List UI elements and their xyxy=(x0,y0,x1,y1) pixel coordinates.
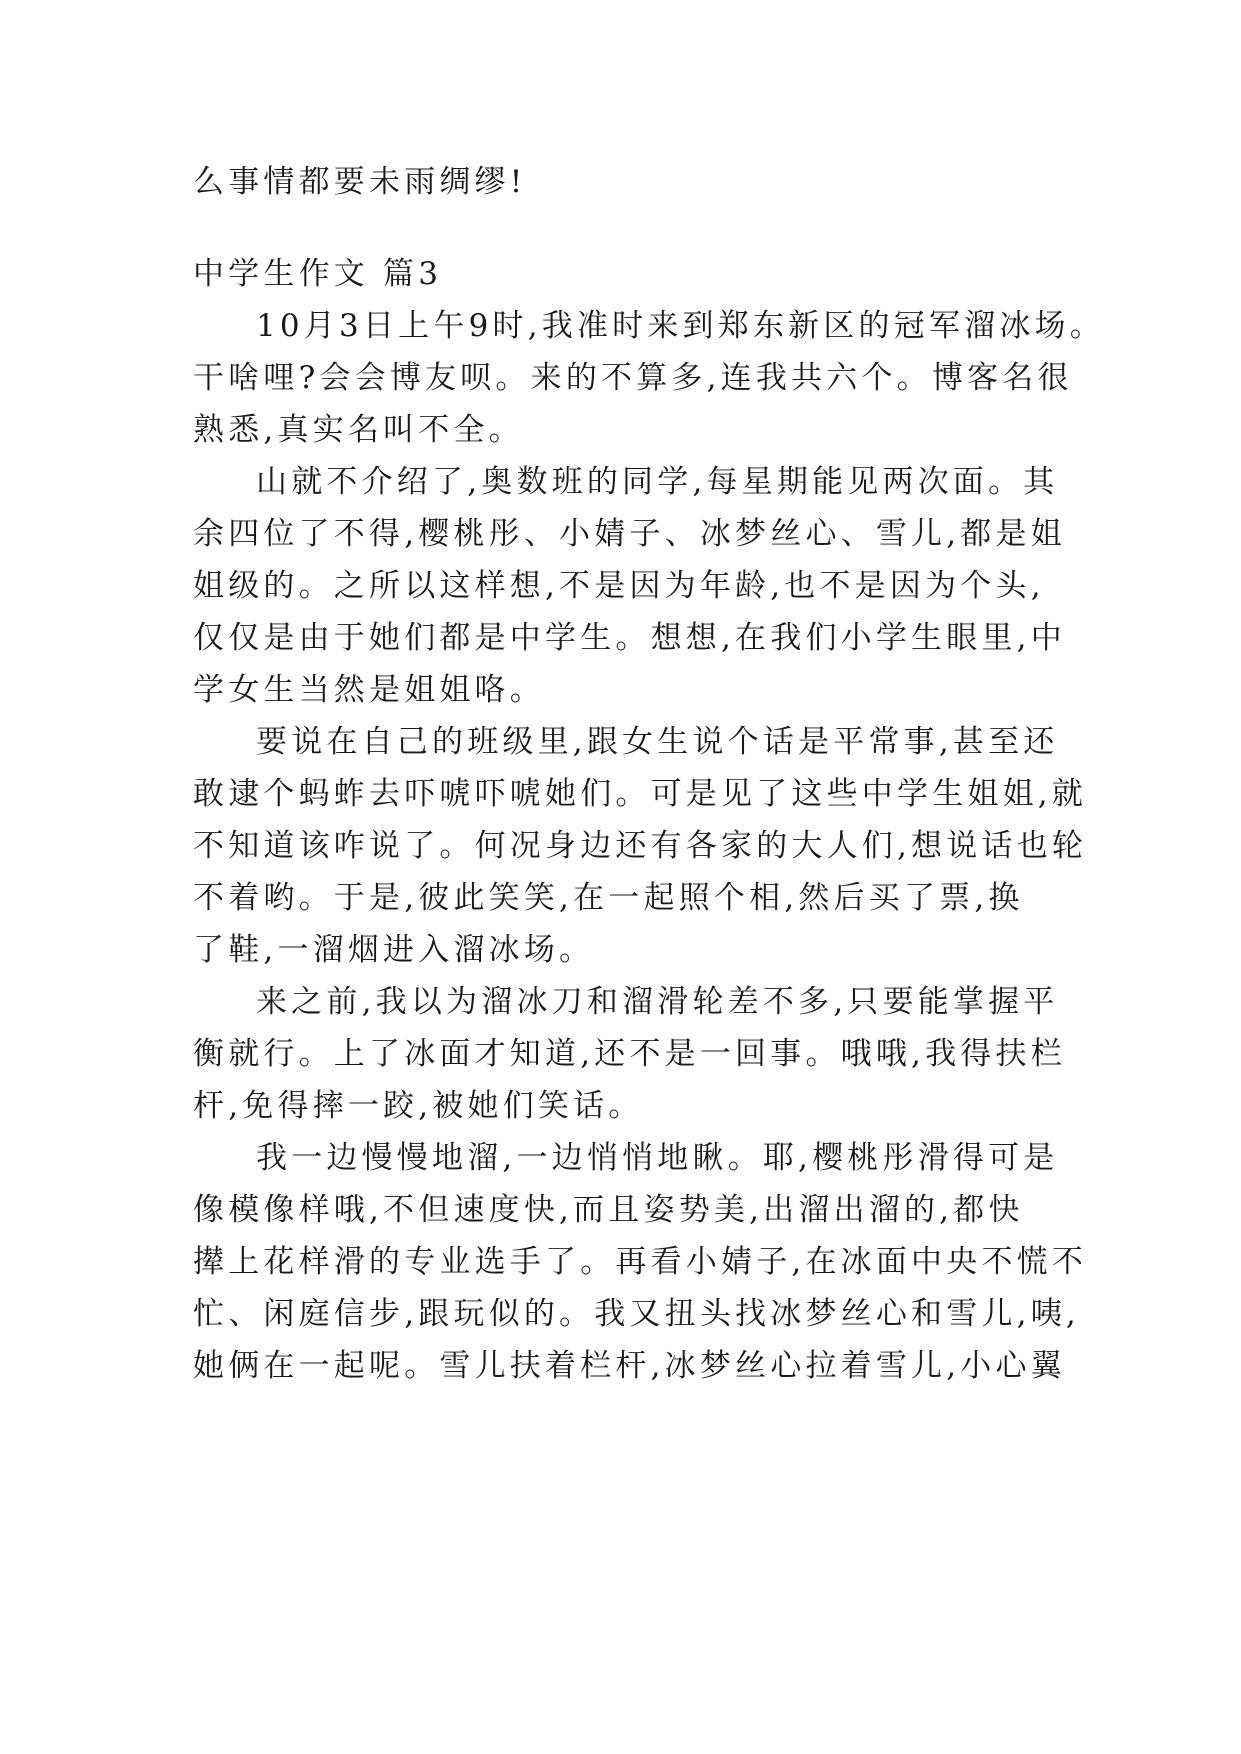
paragraph-line: 仅仅是由于她们都是中学生。想想,在我们小学生眼里,中 xyxy=(193,620,1066,656)
opening-line: 么事情都要未雨绸缪! xyxy=(193,164,527,200)
paragraph-line: 不知道该咋说了。何况身边还有各家的大人们,想说话也轮 xyxy=(193,828,1088,864)
paragraph-line: 忙、闲庭信步,跟玩似的。我又扭头找冰梦丝心和雪儿,咦, xyxy=(193,1296,1080,1332)
paragraph-line: 了鞋,一溜烟进入溜冰场。 xyxy=(193,932,595,968)
paragraph-line: 10月3日上午9时,我准时来到郑东新区的冠军溜冰场。 xyxy=(256,308,1105,344)
paragraph-line: 学女生当然是姐姐咯。 xyxy=(193,672,545,708)
paragraph-line: 姐级的。之所以这样想,不是因为年龄,也不是因为个头, xyxy=(193,568,1045,604)
paragraph-line: 山就不介绍了,奥数班的同学,每星期能见两次面。其 xyxy=(256,464,1059,500)
paragraph-line: 来之前,我以为溜冰刀和溜滑轮差不多,只要能掌握平 xyxy=(256,984,1059,1020)
paragraph-line: 干啥哩?会会博友呗。来的不算多,连我共六个。博客名很 xyxy=(193,360,1073,396)
paragraph-line: 她俩在一起呢。雪儿扶着栏杆,冰梦丝心拉着雪儿,小心翼 xyxy=(193,1348,1066,1384)
paragraph-line: 要说在自己的班级里,跟女生说个话是平常事,甚至还 xyxy=(256,724,1059,760)
paragraph-line: 撵上花样滑的专业选手了。再看小婧子,在冰面中央不慌不 xyxy=(193,1244,1088,1280)
paragraph-line: 熟悉,真实名叫不全。 xyxy=(193,412,524,448)
paragraph-line: 不着哟。于是,彼此笑笑,在一起照个相,然后买了票,换 xyxy=(193,880,1024,916)
paragraph-line: 我一边慢慢地溜,一边悄悄地瞅。耶,樱桃彤滑得可是 xyxy=(256,1140,1059,1176)
section-title: 中学生作文 篇3 xyxy=(193,256,443,292)
paragraph-line: 敢逮个蚂蚱去吓唬吓唬她们。可是见了这些中学生姐姐,就 xyxy=(193,776,1088,812)
paragraph-line: 杆,免得摔一跤,被她们笑话。 xyxy=(193,1088,644,1124)
paragraph-line: 衡就行。上了冰面才知道,还不是一回事。哦哦,我得扶栏 xyxy=(193,1036,1066,1072)
paragraph-line: 像模像样哦,不但速度快,而且姿势美,出溜出溜的,都快 xyxy=(193,1192,1024,1228)
paragraph-line: 余四位了不得,樱桃彤、小婧子、冰梦丝心、雪儿,都是姐 xyxy=(193,516,1066,552)
